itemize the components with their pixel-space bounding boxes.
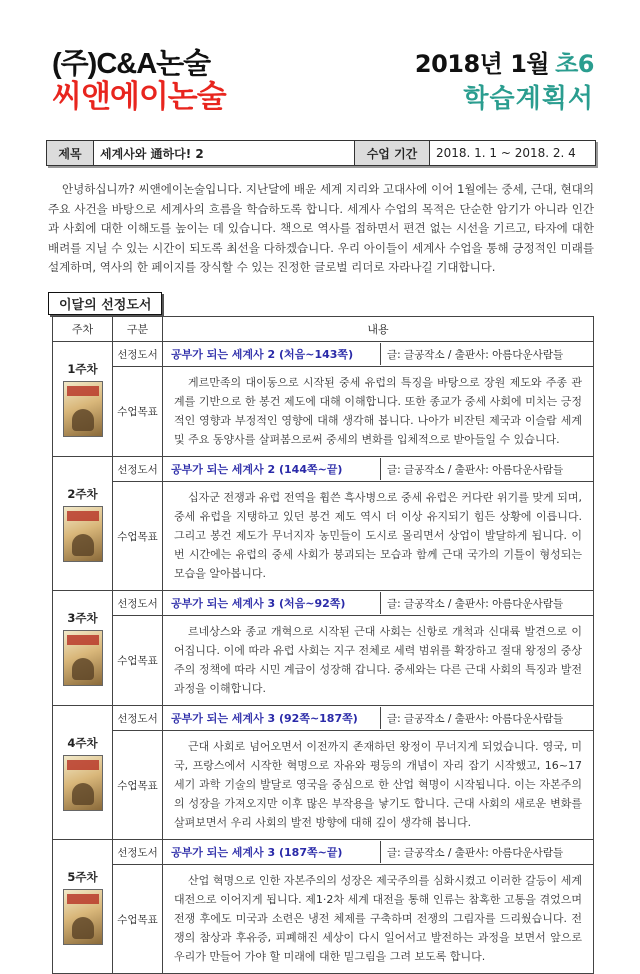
book-publisher: 글: 글공작소 / 출판사: 아름다운사람들 <box>380 458 593 480</box>
book-publisher: 글: 글공작소 / 출판사: 아름다운사람들 <box>380 707 593 729</box>
book-cover-image <box>63 755 103 811</box>
book-title: 공부가 되는 세계사 3 (187쪽~끝) <box>171 846 343 859</box>
document-header <box>415 48 594 116</box>
class-goal-text: 십자군 전쟁과 유럽 전역을 휩쓴 흑사병으로 중세 유럽은 커다란 위기를 맞게 되며, 중세 유럽을 지탱하고 있던 봉건 제도 역시 더 이상 유지되기 힘든 상황에 이릅니다. 그리고 봉건 제도가 무너지자 농민들이 도시로 몰리면서 상업이 발달하게 됩니다. 이번 시간에는 유럽의 중세 사회가 붕괴되는 모습과 함께 근대 국가의 기틀이 형성되는 모습을 알아봅니다. <box>174 491 582 580</box>
book-publisher: 글: 글공작소 / 출판사: 아름다운사람들 <box>380 592 593 614</box>
selected-book-label: 선정도서 <box>113 342 163 367</box>
table-row <box>53 865 594 974</box>
logo-bottom-text: 씨앤에이논술 <box>52 79 226 114</box>
selected-book-label: 선정도서 <box>113 457 163 482</box>
book-title: 공부가 되는 세계사 3 (92쪽~187쪽) <box>171 712 358 725</box>
class-goal-cell <box>163 616 594 706</box>
class-goal-text: 근대 사회로 넘어오면서 이전까지 존재하던 왕정이 무너지게 되었습니다. 영국, 미국, 프랑스에서 시작한 혁명으로 자유와 평등의 개념이 자리 잡기 시작했고, 16~17세기 과학 기술의 발달로 영국을 중심으로 한 산업 혁명이 시작됩니다. 이는 자본주의의 성장을 가져오지만 이후 많은 부작용을 낳기도 합니다. 근대 사회의 새로운 변화를 살펴보면서 우리 사회의 발전 방향에 대해 깊이 생각해 봅니다. <box>174 740 582 829</box>
table-row <box>53 840 594 865</box>
week-cell <box>53 457 113 591</box>
class-goal-label: 수업목표 <box>113 482 163 591</box>
book-publisher: 글: 글공작소 / 출판사: 아름다운사람들 <box>380 343 593 365</box>
class-goal-cell <box>163 482 594 591</box>
book-title: 공부가 되는 세계사 2 (144쪽~끝) <box>171 463 343 476</box>
table-row <box>53 482 594 591</box>
class-info-bar <box>46 140 596 166</box>
class-goal-text: 게르만족의 대이동으로 시작된 중세 유럽의 특징을 바탕으로 장원 제도와 주종 관계를 기반으로 한 봉건 제도에 대해 이해합니다. 또한 종교가 중세 사회에 미치는 긍정적인 영향과 부정적인 영향에 대해 생각해 봅니다. 나아가 비잔틴 제국과 이슬람 세계 및 주요 동양사를 살펴봄으로써 중세의 변화를 입체적으로 받아들일 수 있습니다. <box>174 376 582 446</box>
week-label: 2주차 <box>67 486 98 501</box>
week-label: 3주차 <box>67 611 98 625</box>
table-row <box>53 342 594 367</box>
class-goal-text: 르네상스와 종교 개혁으로 시작된 근대 사회는 신항로 개척과 신대륙 발견으로 이어집니다. 이에 따라 유럽 사회는 지구 전체로 세력 범위를 확장하고 절대 왕정의 중상주의 정책에 따라 시민 계급이 성장해 갑니다. 중세와는 다른 근대 사회의 특징과 발전 과정을 이해합니다. <box>174 625 582 695</box>
class-goal-cell <box>163 731 594 840</box>
header-week: 주차 <box>53 317 113 342</box>
subject-value: 세계사와 通하다! 2 <box>94 141 355 165</box>
plan-date <box>415 48 594 80</box>
week-cell <box>53 840 113 974</box>
table-row <box>53 457 594 482</box>
intro-paragraph: 안녕하십니까? 씨앤에이논술입니다. 지난달에 배운 세계 지리와 고대사에 이어 1월에는 중세, 근대, 현대의 주요 사건을 바탕으로 세계사의 흐름을 학습하도록 합니다. 세계사 수업의 목적은 단순한 암기가 아니라 인간과 사회에 대한 이해도를 높이는 데 있습니다. 책으로 역사를 접하면서 편견 없는 시선을 기르고, 타자에 대한 배려를 지닐 수 있는 시간이 되도록 최선을 다하겠습니다. 우리 아이들이 세계사 수업을 통해 긍정적인 미래를 설계하며, 역사의 한 페이지를 장식할 수 있는 진정한 글로벌 리더로 자라나길 기대합니다. <box>48 182 594 274</box>
header-type: 구분 <box>113 317 163 342</box>
selected-book-label: 선정도서 <box>113 840 163 865</box>
book-publisher: 글: 글공작소 / 출판사: 아름다운사람들 <box>380 841 593 863</box>
week-cell <box>53 706 113 840</box>
book-info-cell <box>163 342 594 367</box>
week-label: 5주차 <box>67 869 98 884</box>
subject-label: 제목 <box>47 141 94 165</box>
book-info-cell <box>163 591 594 616</box>
table-header-row <box>53 317 594 342</box>
table-row <box>53 591 594 616</box>
period-value: 2018. 1. 1 ~ 2018. 2. 4 <box>436 146 576 160</box>
book-info-cell <box>163 840 594 865</box>
class-goal-text: 산업 혁명으로 인한 자본주의의 성장은 제국주의를 심화시켰고 이러한 갈등이 세계 대전으로 이어지게 됩니다. 제1·2차 세계 대전을 통해 인류는 참혹한 고통을 겪었으며 전쟁 후에도 미국과 소련은 냉전 체제를 구축하며 전쟁의 그림자를 드리웠습니다. 전쟁의 참상과 후유증, 피폐해진 세상이 다시 일어서고 발전하는 과정을 보면서 앞으로 우리가 만들어 가야 할 미래에 대한 밑그림을 그려 보도록 합니다. <box>174 874 582 963</box>
book-title: 공부가 되는 세계사 3 (처음~92쪽) <box>171 597 346 610</box>
book-cover-image <box>63 381 103 437</box>
week-cell <box>53 342 113 457</box>
company-logo <box>52 48 226 114</box>
class-goal-cell <box>163 865 594 974</box>
table-row <box>53 616 594 706</box>
book-info-cell <box>163 457 594 482</box>
table-row <box>53 731 594 840</box>
header-content: 내용 <box>163 317 594 342</box>
book-cover-image <box>63 630 103 686</box>
book-cover-image <box>63 506 103 562</box>
class-goal-label: 수업목표 <box>113 865 163 974</box>
grade-label: 초6 <box>555 50 594 78</box>
class-goal-label: 수업목표 <box>113 616 163 706</box>
book-info-cell <box>163 706 594 731</box>
week-label: 1주차 <box>67 362 98 376</box>
week-label: 4주차 <box>67 735 98 750</box>
document-title: 학습계획서 <box>463 84 594 114</box>
period-label: 수업 기간 <box>355 141 430 165</box>
book-schedule-table <box>52 316 594 974</box>
table-row <box>53 367 594 457</box>
class-goal-label: 수업목표 <box>113 731 163 840</box>
selected-book-label: 선정도서 <box>113 591 163 616</box>
selected-book-label: 선정도서 <box>113 706 163 731</box>
book-title: 공부가 되는 세계사 2 (처음~143쪽) <box>171 348 354 361</box>
plan-month: 2018년 1월 <box>414 50 550 78</box>
logo-top-text: (주)C&A논술 <box>52 48 211 80</box>
section-title: 이달의 선정도서 <box>48 292 162 315</box>
table-row <box>53 706 594 731</box>
book-cover-image <box>63 889 103 945</box>
class-goal-label: 수업목표 <box>113 367 163 457</box>
week-cell <box>53 591 113 706</box>
class-goal-cell <box>163 367 594 457</box>
